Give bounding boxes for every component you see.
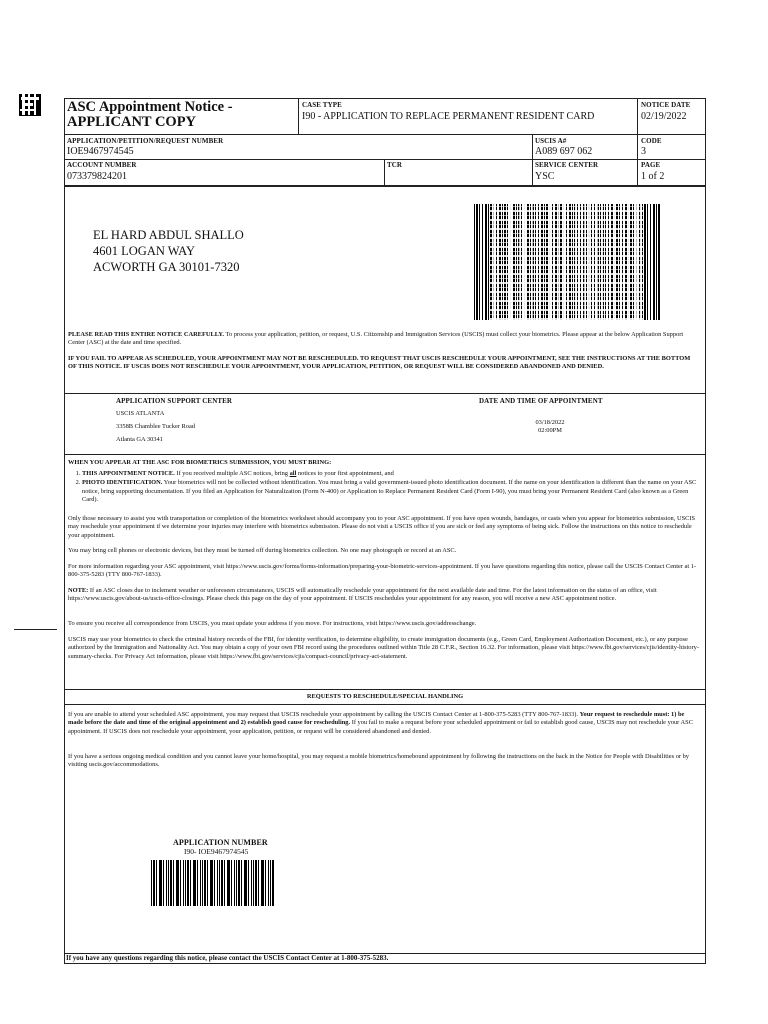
asc-name: USCIS ATLANTA <box>116 410 165 417</box>
service-center-label: SERVICE CENTER <box>535 161 599 169</box>
page-label: PAGE <box>641 161 661 169</box>
note-paragraph: NOTE: If an ASC closes due to inclement weather or unforeseen circumstances, USCIS will automatically reschedule your appointment for the next available date and time. For the latest information on the status of an office, visit https://www.uscis.gov/about-us/uscis-office-closings. Please check this page on the day of your appointment. If USCIS reschedules your appointment for any reason, you will receive a new ASC appointment notice. <box>68 587 657 603</box>
code-label: CODE <box>641 137 662 145</box>
appointment-time: 02:00PM <box>538 427 562 435</box>
bring-list <box>68 470 700 505</box>
code-value: 3 <box>641 146 646 157</box>
assist-paragraph: Only those necessary to assist you with transportation or completion of the biometrics worksheet should accompany you to your ASC appointment. If you have open wounds, bandages, or casts when you appear for biometrics submission, USCIS may reschedule your appointment if we determine your injuries may interfere with biometrics submission. Please do not visit a USCIS office if you are sick or feel any symptoms of being sick. Follow the instructions on this notice to reschedule your appointment. <box>68 515 696 539</box>
linear-barcode-icon <box>151 860 275 906</box>
case-type-value: I90 - APPLICATION TO REPLACE PERMANENT RESIDENT CARD <box>302 111 595 122</box>
pdf417-barcode-icon <box>474 204 660 320</box>
account-number-label: ACCOUNT NUMBER <box>67 161 137 169</box>
tcr-label: TCR <box>387 161 403 169</box>
failure-warning: IF YOU FAIL TO APPEAR AS SCHEDULED, YOUR APPOINTMENT MAY NOT BE RESCHEDULED. TO REQUEST THAT USCIS RESCHEDULE YOUR APPOINTMENT, SEE THE INSTRUCTIONS AT THE BOTTOM OF THIS NOTICE. IF USCIS DOES NOT RESCHEDULE YOUR APPOINTMENT, YOUR APPLICATION, PETITION, OR REQUEST WILL BE CONSIDERED ABANDONED AND DENIED. <box>68 355 691 371</box>
reschedule-heading: REQUESTS TO RESCHEDULE/SPECIAL HANDLING <box>306 693 464 700</box>
uscis-number-value: A089 697 062 <box>535 146 593 157</box>
reschedule-paragraph: If you are unable to attend your scheduled ASC appointment, you may request that USCIS reschedule your appointment by calling the USCIS Contact Center at 1-800-375-5283 (TTY 800-767-1833). Your request to reschedule must: 1) be made before the date and time of the original appointment and 2) establish good cause for rescheduling. If you fail to make a request before your scheduled appointment or fail to establish good cause, USCIS may not reschedule your ASC appointment. If USCIS does not reschedule your appointment, your application, petition, or request will be considered abandoned and denied. <box>68 711 693 735</box>
page-value: 1 of 2 <box>641 171 665 182</box>
application-barcode-value: I90- IOE9467974545 <box>184 847 249 856</box>
application-barcode-label: APPLICATION NUMBER <box>173 838 268 847</box>
mailing-address <box>93 227 244 275</box>
appointment-date: 03/18/2022 <box>535 419 565 426</box>
phones-paragraph: You may bring cell phones or electronic devices, but they must be turned off during biometrics collection. No one may photograph or record at an ASC. <box>68 547 457 554</box>
info-paragraph: For more information regarding your ASC appointment, visit https://www.uscis.gov/forms/forms-information/preparing-your-biometric-services-appointment. If you have questions regarding this notice, please call the USCIS Contact Center at 1-800-375-5283 (TTY 800-767-1833). <box>68 563 697 579</box>
asc-city: Atlanta GA 30341 <box>116 436 163 443</box>
asc-address <box>116 407 195 446</box>
recipient-name: EL HARD ABDUL SHALLO <box>93 228 244 242</box>
uscis-number-label: USCIS A# <box>535 137 567 145</box>
homebound-paragraph: If you have a serious ongoing medical condition and you cannot leave your home/hospital, you may request a mobile biometrics/homebound appointment by following the instructions on the back in the Notice for People with Disabilities or by visiting uscis.gov/accommodations. <box>68 753 690 769</box>
bring-item-notice: 1. THIS APPOINTMENT NOTICE. If you received multiple ASC notices, bring all notices to your first appointment, and <box>82 470 700 478</box>
service-center-value: YSC <box>535 171 555 182</box>
bring-heading: WHEN YOU APPEAR AT THE ASC FOR BIOMETRICS SUBMISSION, YOU MUST BRING: <box>68 459 332 466</box>
notice-date-value: 02/19/2022 <box>641 111 687 122</box>
intro-paragraph: PLEASE READ THIS ENTIRE NOTICE CAREFULLY. To process your application, petition, or request, U.S. Citizenship and Immigration Services (USCIS) must collect your biometrics. Please appear at the below Application Support Center (ASC) at the date and time specified. <box>68 331 684 347</box>
asc-label: APPLICATION SUPPORT CENTER <box>116 397 233 405</box>
asc-street: 3358B Chamblee Tucker Road <box>116 423 195 430</box>
recipient-street: 4601 LOGAN WAY <box>93 244 196 258</box>
case-type-label: CASE TYPE <box>302 101 342 109</box>
notice-date-label: NOTICE DATE <box>641 101 691 109</box>
footer-contact: If you have any questions regarding this notice, please contact the USCIS Contact Center at 1-800-375-5283. <box>66 954 389 962</box>
appointment-datetime <box>520 419 580 436</box>
address-change-paragraph: To ensure you receive all correspondence from USCIS, you must update your address if you move. For instructions, visit https://www.uscis.gov/addresschange. <box>68 620 477 627</box>
application-number-value: IOE9467974545 <box>67 146 134 157</box>
recipient-city: ACWORTH GA 30101-7320 <box>93 260 240 274</box>
notice-title: ASC Appointment Notice - APPLICANT COPY <box>67 99 233 130</box>
margin-mark <box>14 629 57 630</box>
bring-item-photo-id: 2. PHOTO IDENTIFICATION. Your biometrics will not be collected without identification. You must bring a valid government-issued photo identification document. If the name on your identification is different than the name on your ASC notice, bring supporting documentation. If you filed an Application for Naturalization (Form N-400) or Application to Replace Permanent Resident Card (Form I-90), you must bring your Permanent Resident Card (also known as a Green Card). <box>82 479 700 504</box>
account-number-value: 073379824201 <box>67 171 127 182</box>
application-number-label: APPLICATION/PETITION/REQUEST NUMBER <box>67 137 224 145</box>
datamatrix-code-icon <box>19 94 41 116</box>
fbi-paragraph: USCIS may use your biometrics to check the criminal history records of the FBI, for identity verification, to determine eligibility, to create immigration documents (e.g., Green Card, Employment Authorization Document, etc.), or any purpose authorized by the Immigration and Nationality Act. You may obtain a copy of your own FBI record using the procedures outlined within Title 28 C.F.R., Section 16.32. For information, please visit https://www.fbi.gov/services/cjis/identity-history-summary-checks. For Privacy Act information, please visit https://www.fbi.gov/services/cjis/compact-council/privacy-act-statement. <box>68 636 699 660</box>
appointment-datetime-label: DATE AND TIME OF APPOINTMENT <box>479 397 603 405</box>
